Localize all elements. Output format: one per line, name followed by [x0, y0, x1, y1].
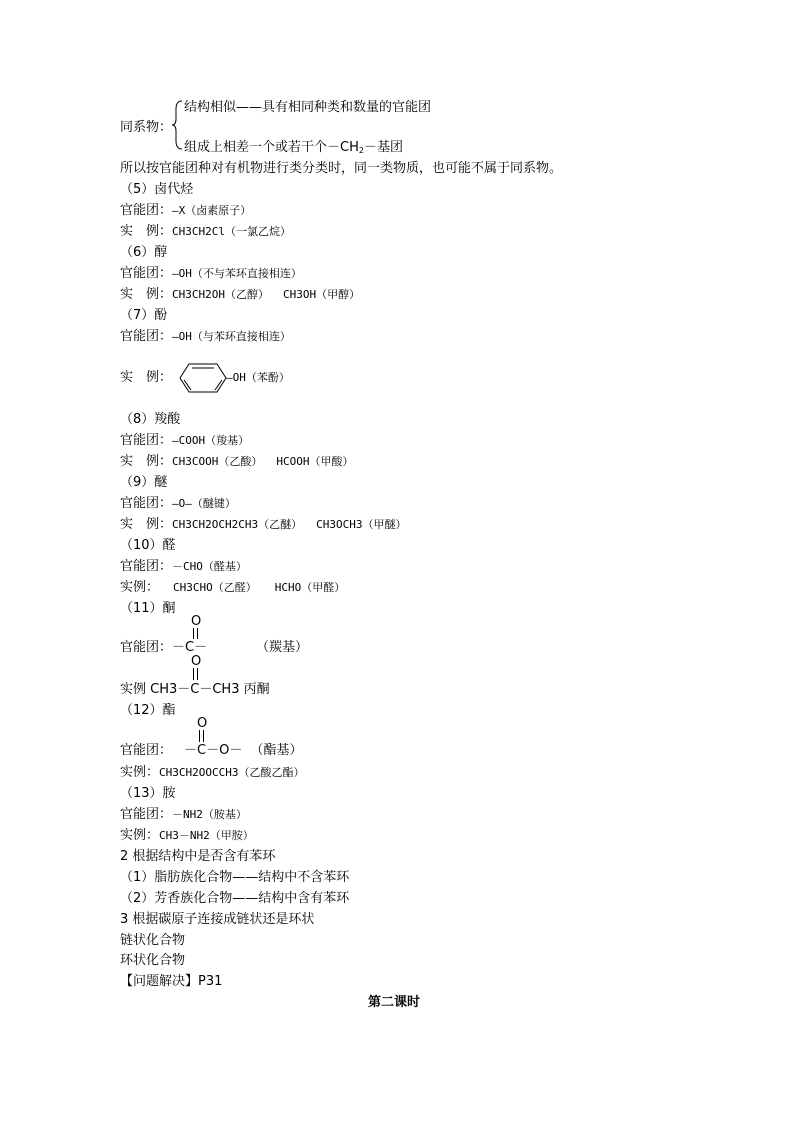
example-line: 实例：CH3CH2OOCCH3（乙酸乙酯） [120, 765, 305, 780]
example-line: 实例 CH3－C－CH3 丙酮 [120, 682, 270, 697]
functional-group-line: 官能团：－NH2（胺基） [120, 807, 247, 822]
section-heading: （10）醛 [120, 538, 176, 553]
ester-double-bond [199, 730, 204, 742]
functional-group-name: （羰基） [256, 640, 309, 655]
homolog-label: 同系物： [120, 120, 173, 135]
section-heading: （8）羧酸 [120, 412, 181, 427]
functional-group-line: 官能团：—COOH（羧基） [120, 433, 250, 448]
section-heading: （5）卤代烃 [120, 182, 194, 197]
homolog-note: 所以按官能团种对有机物进行类分类时，同一类物质，也可能不属于同系物。 [120, 161, 563, 176]
example-line: 实 例：CH3CH2OH（乙醇） CH3OH（甲醇） [120, 287, 361, 302]
ketone-example-oxygen: O [191, 654, 202, 669]
example-line: 实例： CH3CHO（乙醛） HCHO（甲醛） [120, 580, 346, 595]
curly-brace [170, 99, 184, 151]
classification-item: 环状化合物 [120, 953, 186, 968]
section-heading: （6）醇 [120, 245, 168, 260]
section-heading: （12）酯 [120, 703, 176, 718]
section-heading: （7）酚 [120, 308, 168, 323]
carbonyl-oxygen: O [191, 614, 202, 629]
classification-item: （1）脂肪族化合物——结构中不含苯环 [120, 870, 350, 885]
classification-item: 链状化合物 [120, 933, 186, 948]
classification-heading: 2 根据结构中是否含有苯环 [120, 849, 276, 864]
functional-group-line: 官能团：—OH（不与苯环直接相连） [120, 266, 302, 281]
section-heading: （11）酮 [120, 601, 176, 616]
homolog-condition-structure: 结构相似——具有相同种类和数量的官能团 [184, 100, 432, 115]
functional-group-line: 官能团：—X（卤素原子） [120, 203, 252, 218]
carbonyl-double-bond [193, 628, 198, 639]
example-line: 实 例：CH3CH2OCH2CH3（乙醚） CH3OCH3（甲醚） [120, 517, 407, 532]
ketone-example-double-bond [193, 668, 198, 680]
ester-oxygen: O [197, 716, 208, 731]
classification-item: （2）芳香族化合物——结构中含有苯环 [120, 891, 350, 906]
functional-group-line: 官能团：—O—（醚键） [120, 496, 236, 511]
lesson-title: 第二课时 [368, 995, 421, 1010]
section-heading: （9）醚 [120, 475, 168, 490]
example-line: 实例：CH3－NH2（甲胺） [120, 828, 254, 843]
example-label: 实 例： [120, 370, 173, 385]
section-heading: （13）胺 [120, 786, 176, 801]
functional-group-line: 官能团：－C－ [120, 640, 208, 655]
example-line: 实 例：CH3CH2Cl（一氯乙烷） [120, 224, 291, 239]
problem-solving-ref: 【问题解决】P31 [120, 974, 223, 989]
benzene-ring-icon [178, 362, 228, 394]
classification-heading: 3 根据碳原子连接成链状还是环状 [120, 912, 315, 927]
functional-group-line: 官能团：—OH（与苯环直接相连） [120, 329, 291, 344]
example-phenol-tail: —OH（苯酚） [226, 371, 290, 384]
functional-group-line: 官能团：－CHO（醛基） [120, 559, 247, 574]
functional-group-line: 官能团： －C－O－ （酯基） [120, 743, 303, 758]
homolog-condition-composition: 组成上相差一个或若干个$-CH_2-$基团 [184, 140, 403, 155]
example-line: 实 例：CH3COOH（乙酸） HCOOH（甲酸） [120, 454, 354, 469]
